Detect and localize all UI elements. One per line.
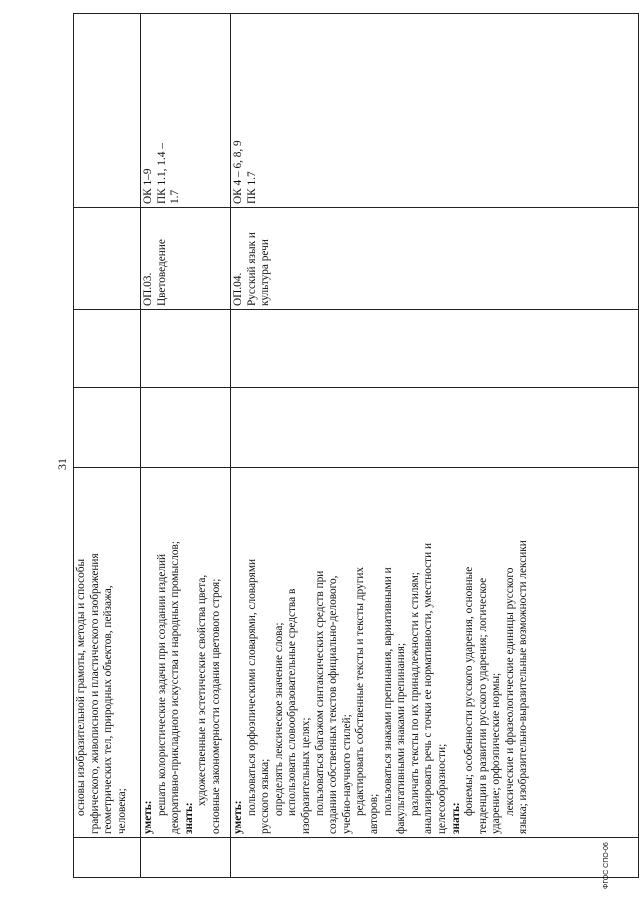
discipline-cell [231, 208, 639, 310]
znat-label: знать: [449, 802, 462, 834]
content-cell [141, 468, 231, 838]
text-line: пользоваться орфоэпическими словарями, словарями [245, 558, 258, 816]
content-cell [231, 468, 639, 838]
hours-cell [141, 388, 231, 468]
text-line: фонемы; особенности русского ударения, основные [463, 566, 476, 816]
hours-cell [231, 388, 639, 468]
umet-label: уметь: [142, 800, 154, 834]
text-line: декоративно-прикладного искусства и народных промыслов; [169, 540, 182, 834]
hours-cell [74, 310, 141, 388]
competency-cell [74, 14, 141, 208]
index-cell [141, 838, 231, 878]
rotated-table-page [73, 14, 638, 878]
discipline-name: культура речи [259, 239, 272, 306]
content-cell [74, 468, 141, 838]
curriculum-table [73, 13, 639, 878]
competency-line: ОК 4 – 6, 8, 9 [232, 140, 244, 204]
text-line: человека; [115, 788, 128, 834]
competency-cell [231, 14, 639, 208]
text-line: определять лексическое значение слова; [272, 622, 285, 816]
text-line: лексические и фразеологические единицы русского [503, 567, 516, 816]
umet-label: уметь: [232, 800, 244, 834]
discipline-name: Цветоведение [155, 239, 168, 306]
text-line: факультативными знаками препинания; [395, 642, 408, 834]
competency-line: ОК 1–9 [142, 168, 154, 204]
text-line: различать тексты по их принадлежности к стилям; [408, 572, 421, 816]
text-line: художественные и эстетические свойства цвета, [196, 574, 209, 806]
hours-cell [74, 388, 141, 468]
text-line: учебно-научного стилей; [340, 714, 353, 834]
page-number: 31 [55, 458, 69, 470]
competency-line: ПК 1.1, 1.4 – [155, 143, 168, 204]
text-line: редактировать собственные тексты и тексты других [354, 566, 367, 816]
discipline-code: ОП.04. [232, 272, 244, 306]
index-cell [74, 838, 141, 878]
discipline-code: ОП.03. [142, 272, 154, 306]
table-row-op04 [231, 14, 639, 878]
hours-cell [231, 310, 639, 388]
text-line: тенденции в развитии русского ударения; логическое [476, 577, 489, 834]
competency-line: 1.7 [169, 189, 182, 204]
text-line: языка; изобразительно-выразительные возможности лексики [517, 540, 530, 834]
text-line: изобразительных целях; [299, 717, 312, 834]
competency-line: ПК 1.7 [245, 171, 258, 204]
discipline-cell [74, 208, 141, 310]
table-row-op03 [141, 14, 231, 878]
text-line: русского языка; [259, 758, 272, 834]
footer-label: ФГОС СПО-06 [603, 842, 610, 889]
text-line: решать колористические задачи при создании изделий [155, 553, 168, 816]
text-line: геометрических тел, природных объектов, пейзажа, [102, 585, 115, 834]
table-row-previous [74, 14, 141, 878]
text-line: анализировать речь с точки ее нормативности, уместности и [422, 542, 435, 834]
text-line: целесообразности; [435, 743, 448, 834]
text-line: использовать словообразовательные средства в [286, 588, 299, 816]
text-line: пользоваться багажом синтаксических средств при [313, 570, 326, 816]
discipline-name: Русский язык и [245, 232, 258, 306]
text-line: пользоваться знаками препинания, вариативными и [381, 567, 394, 816]
index-cell [231, 838, 639, 878]
text-line: графического, живописного и пластического изображения [88, 553, 101, 834]
text-line: основные закономерности создания цветового строя; [209, 578, 222, 834]
text-line: основы изобразительной грамоты, методы и способы [75, 558, 87, 816]
hours-cell [141, 310, 231, 388]
text-line: создании собственных текстов официально-делового, [327, 575, 340, 834]
competency-cell [141, 14, 231, 208]
discipline-cell [141, 208, 231, 310]
znat-label: знать: [182, 802, 195, 834]
text-line: ударение; орфоэпические нормы; [490, 672, 503, 834]
text-line: авторов; [367, 793, 380, 834]
